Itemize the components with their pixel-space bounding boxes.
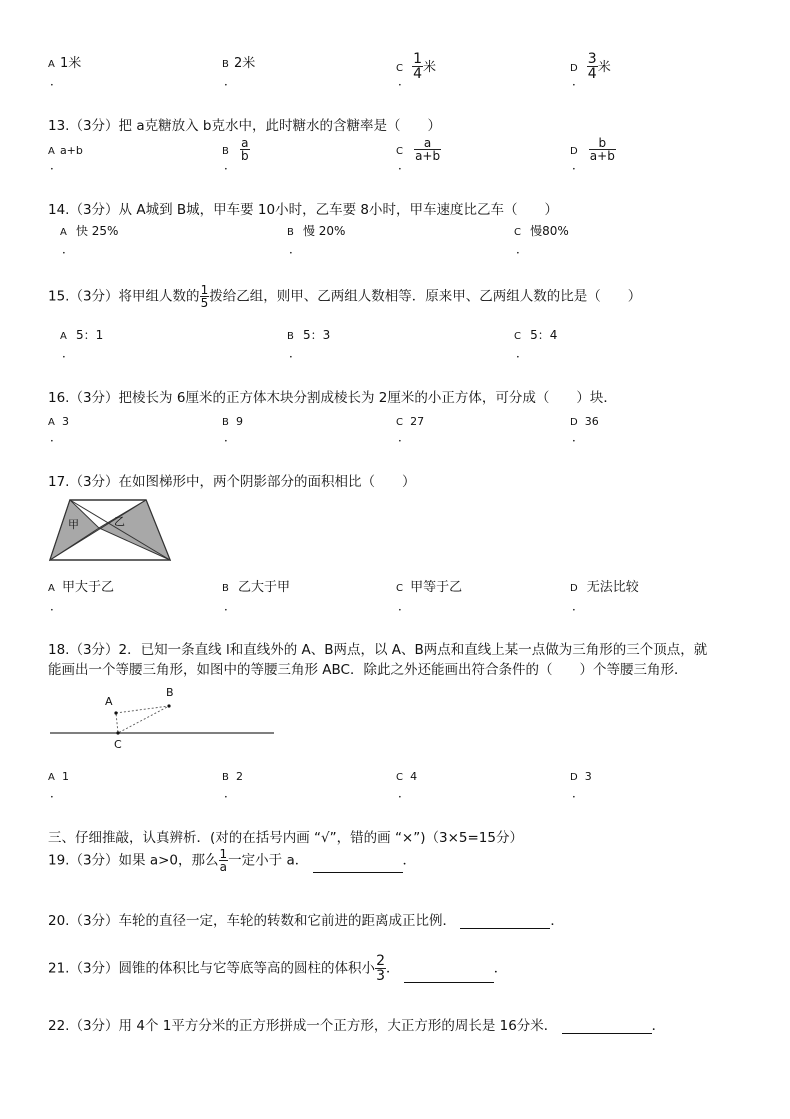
- option-dot: ．: [572, 74, 585, 88]
- shaded-region-yi: [99, 500, 170, 560]
- option-dot: ．: [224, 158, 237, 172]
- option-letter: C: [396, 772, 403, 783]
- option-text: 36: [584, 415, 599, 428]
- stem-end: ．: [402, 852, 417, 869]
- fraction-denominator: a+b: [589, 149, 615, 163]
- option-dot: ．: [62, 346, 75, 360]
- option-text: 1米: [59, 56, 82, 71]
- q17-stem: 17.（3分）在如图梯形中，两个阴影部分的面积相比（ ）: [48, 474, 416, 490]
- fraction: [375, 954, 386, 983]
- fraction: [587, 52, 598, 81]
- q14-option-b[interactable]: [287, 220, 345, 239]
- q18-option-d[interactable]: [570, 765, 592, 784]
- q15-stem: [48, 284, 641, 309]
- option-dot: ．: [50, 599, 63, 613]
- fraction-numerator: 2: [376, 953, 385, 969]
- option-text: 2: [235, 770, 243, 783]
- option-text: 乙大于甲: [237, 580, 290, 595]
- answer-blank[interactable]: [460, 916, 550, 929]
- option-letter: B: [287, 331, 294, 342]
- option-dot: ．: [572, 599, 585, 613]
- q15-option-a[interactable]: [60, 324, 103, 343]
- option-dot: ．: [50, 74, 63, 88]
- option-unit: 米: [423, 60, 437, 75]
- q17-option-d[interactable]: [570, 576, 639, 595]
- q18-option-b[interactable]: [222, 765, 243, 784]
- option-dot: ．: [398, 786, 411, 800]
- option-letter: C: [514, 227, 521, 238]
- option-dot: ．: [572, 430, 585, 444]
- q16-option-c[interactable]: [396, 410, 424, 429]
- q19-stem: [48, 848, 416, 873]
- point-b: [167, 704, 170, 707]
- option-letter: A: [60, 331, 67, 342]
- option-letter: B: [222, 772, 229, 783]
- fraction-denominator: 4: [413, 66, 422, 82]
- option-letter: A: [48, 772, 55, 783]
- option-letter: A: [48, 417, 55, 428]
- option-text: 甲大于乙: [61, 580, 114, 595]
- q15-option-b[interactable]: [287, 324, 330, 343]
- section-heading: 三、仔细推敲，认真辨析．(对的在括号内画 “√”，错的画 “×”)（3×5=15分）: [48, 830, 523, 846]
- q16-stem: 16.（3分）把棱长为 6厘米的正方体木块分割成棱长为 2厘米的小正方体，可分成（ ）块．: [48, 390, 617, 406]
- q16-option-b[interactable]: [222, 410, 243, 429]
- label-c: C: [114, 738, 122, 751]
- q16-option-d[interactable]: [570, 410, 599, 429]
- fraction: [200, 284, 210, 309]
- option-dot: ．: [516, 242, 529, 256]
- option-text: 5：1: [75, 328, 104, 342]
- option-dot: ．: [572, 158, 585, 172]
- stem-text: 21.（3分）圆锥的体积比与它等底等高的圆柱的体积小: [48, 960, 376, 977]
- fraction: [412, 52, 423, 81]
- q17-option-c[interactable]: [396, 576, 462, 595]
- option-text: 2米: [233, 56, 256, 71]
- q17-option-a[interactable]: [48, 576, 114, 595]
- fraction-denominator: a+b: [415, 149, 441, 163]
- fraction-denominator: a: [219, 860, 228, 874]
- option-dot: ．: [289, 346, 302, 360]
- option-dot: ．: [516, 346, 529, 360]
- q13-stem: 13.（3分）把 a克糖放入 b克水中，此时糖水的含糖率是（ ）: [48, 118, 441, 134]
- option-dot: ．: [224, 430, 237, 444]
- option-dot: ．: [50, 430, 63, 444]
- option-text: 27: [410, 415, 425, 428]
- option-dot: ．: [50, 786, 63, 800]
- option-letter: C: [396, 417, 403, 428]
- q12-option-b[interactable]: [222, 52, 255, 71]
- fraction: [219, 848, 229, 873]
- option-text: 慢 20%: [302, 224, 346, 238]
- stem-text: 20.（3分）车轮的直径一定，车轮的转数和它前进的距离成正比例．: [48, 913, 457, 929]
- option-dot: ．: [398, 158, 411, 172]
- option-unit: 米: [597, 60, 611, 75]
- option-dot: ．: [398, 430, 411, 444]
- option-text: 1: [61, 770, 69, 783]
- option-text: 无法比较: [586, 580, 639, 595]
- option-text: 3: [584, 770, 592, 783]
- option-letter: B: [287, 227, 294, 238]
- option-dot: ．: [224, 786, 237, 800]
- q14-option-c[interactable]: [514, 220, 569, 239]
- stem-text: 15.（3分）将甲组人数的: [48, 288, 200, 305]
- q22-stem: [48, 1014, 665, 1034]
- q20-stem: [48, 909, 564, 929]
- option-letter: D: [570, 146, 578, 157]
- fraction-denominator: 3: [376, 968, 385, 984]
- stem-end: ．: [651, 1018, 666, 1034]
- q18-option-c[interactable]: [396, 765, 417, 784]
- option-text: 甲等于乙: [410, 580, 463, 595]
- option-dot: ．: [398, 74, 411, 88]
- answer-blank[interactable]: [313, 860, 403, 873]
- stem-mid: ．: [385, 960, 400, 977]
- option-letter: D: [570, 583, 578, 594]
- fraction-numerator: 1: [200, 283, 209, 297]
- option-letter: D: [570, 63, 578, 74]
- option-dot: ．: [50, 158, 63, 172]
- option-letter: C: [514, 331, 521, 342]
- answer-blank[interactable]: [562, 1021, 652, 1034]
- fraction: [414, 137, 441, 162]
- option-letter: C: [396, 63, 403, 74]
- option-dot: ．: [289, 242, 302, 256]
- option-dot: ．: [224, 74, 237, 88]
- q18-stem-line1: 18.（3分）2．已知一条直线 l和直线外的 A、B两点，以 A、B两点和直线上某一点做为三角形的三个顶点，就: [48, 642, 708, 658]
- option-text: 慢80%: [530, 224, 569, 238]
- option-text: 快 25%: [75, 224, 119, 238]
- stem-text: 一定小于 a．: [228, 852, 309, 869]
- stem-text: 拨给乙组，则甲、乙两组人数相等．原来甲、乙两组人数的比是（ ）: [209, 288, 642, 305]
- option-letter: B: [222, 59, 229, 70]
- option-text: 5：4: [530, 328, 558, 342]
- fraction-numerator: b: [598, 136, 607, 150]
- fraction-numerator: 1: [219, 847, 228, 861]
- option-letter: A: [48, 583, 55, 594]
- option-letter: C: [396, 146, 403, 157]
- option-letter: D: [570, 772, 578, 783]
- q12-option-a[interactable]: [48, 52, 81, 71]
- option-dot: ．: [398, 599, 411, 613]
- fraction-denominator: 4: [587, 66, 597, 82]
- fraction-denominator: 5: [200, 296, 209, 310]
- option-letter: C: [396, 583, 403, 594]
- option-text: a+b: [59, 144, 83, 157]
- answer-blank[interactable]: [404, 970, 494, 983]
- q18-stem-line2: 能画出一个等腰三角形，如图中的等腰三角形 ABC．除此之外还能画出符合条件的（ ）个等腰三角形．: [48, 662, 688, 678]
- q17-option-b[interactable]: [222, 576, 290, 595]
- option-letter: B: [222, 417, 229, 428]
- option-text: 9: [235, 415, 243, 428]
- option-text: 5：3: [302, 328, 331, 342]
- q15-option-c[interactable]: [514, 324, 557, 343]
- trapezoid-figure: [46, 496, 174, 564]
- option-dot: ．: [224, 599, 237, 613]
- point-c: [116, 731, 119, 734]
- line-triangle-figure: [46, 680, 278, 754]
- option-text: 3: [61, 415, 69, 428]
- option-letter: A: [48, 59, 55, 70]
- label-a: A: [105, 695, 113, 708]
- option-letter: B: [222, 583, 229, 594]
- point-a: [114, 711, 117, 714]
- option-letter: A: [60, 227, 67, 238]
- fraction: [589, 137, 616, 162]
- option-text: 4: [410, 770, 418, 783]
- q21-stem: [48, 954, 507, 983]
- label-b: B: [166, 686, 174, 699]
- label-yi: 乙: [114, 515, 125, 528]
- stem-end: ．: [550, 913, 564, 929]
- option-dot: ．: [62, 242, 75, 256]
- fraction: [240, 137, 250, 162]
- label-jia: 甲: [68, 518, 79, 531]
- option-letter: D: [570, 417, 578, 428]
- q14-option-a[interactable]: [60, 220, 118, 239]
- fraction-denominator: b: [240, 149, 249, 163]
- option-letter: A: [48, 146, 55, 157]
- option-dot: ．: [572, 786, 585, 800]
- fraction-numerator: 1: [413, 51, 422, 67]
- stem-text: 22.（3分）用 4个 1平方分米的正方形拼成一个正方形，大正方形的周长是 16分米．: [48, 1018, 558, 1034]
- q16-option-a[interactable]: [48, 410, 69, 429]
- fraction-numerator: a: [423, 136, 432, 150]
- fraction-numerator: 3: [587, 51, 597, 67]
- stem-end: ．: [493, 960, 508, 977]
- q14-stem: 14.（3分）从 A城到 B城，甲车要 10小时，乙车要 8小时，甲车速度比乙车（ ）: [48, 202, 558, 218]
- isosceles-triangle-abc: [116, 706, 169, 733]
- stem-text: 19.（3分）如果 a>0，那么: [48, 852, 219, 869]
- fraction-numerator: a: [241, 136, 249, 150]
- option-letter: B: [222, 146, 229, 157]
- q18-option-a[interactable]: [48, 765, 69, 784]
